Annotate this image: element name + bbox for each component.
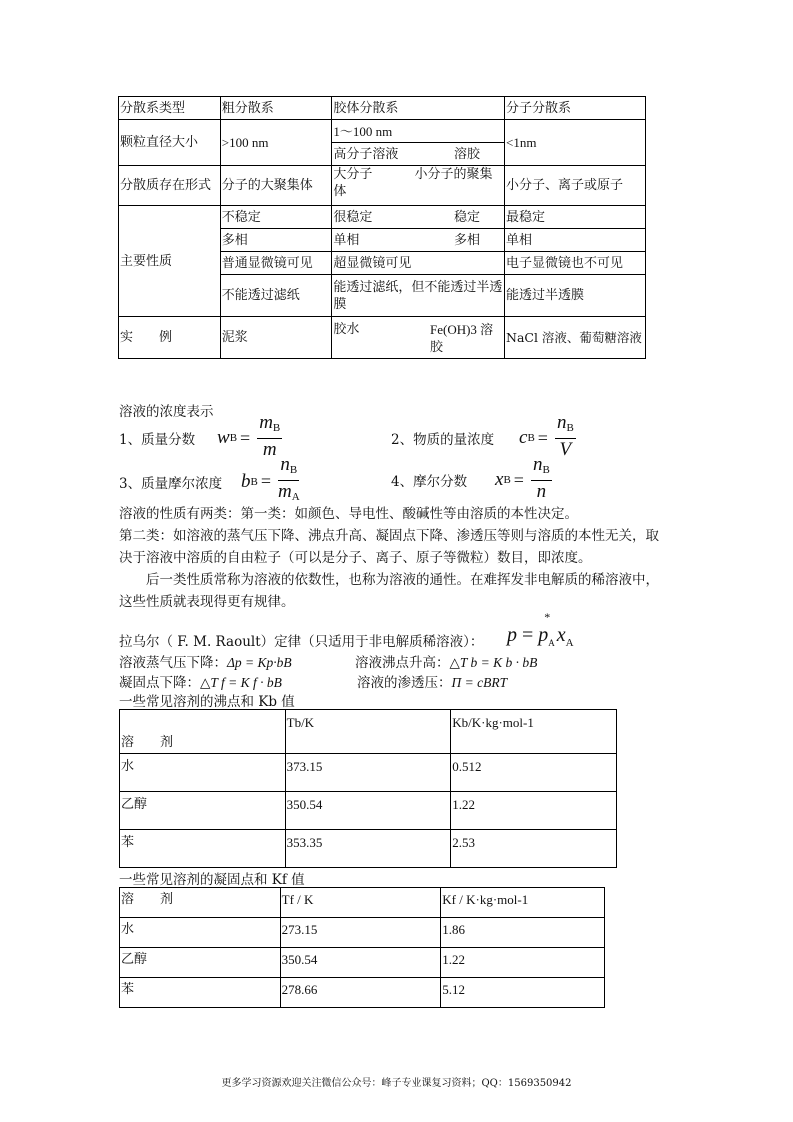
table-cell: 乙醇	[120, 948, 281, 978]
table-header-row	[120, 710, 617, 754]
cell-text: 稳定	[453, 209, 480, 225]
table-cell: 能透过滤纸，但不能透过半透膜	[332, 275, 505, 317]
osmotic-pressure-formula: Π = cBRT	[451, 675, 508, 690]
raoult-formula	[507, 610, 574, 649]
header-cell: 分散系类型	[119, 97, 221, 120]
table-cell: 泥浆	[220, 317, 332, 359]
formula-label: 2、物质的量浓度	[391, 432, 495, 448]
boiling-table-caption: 一些常见溶剂的沸点和 Kb 值	[119, 694, 295, 710]
table-header-row	[120, 888, 605, 918]
header-cell: 胶体分散系	[332, 97, 505, 120]
table-cell: 普通显微镜可见	[220, 252, 332, 275]
formula-label: 1、质量分数	[119, 432, 196, 448]
fraction	[531, 455, 552, 505]
formula-subscript: B	[250, 475, 258, 488]
header-cell: Tf / K	[280, 888, 441, 918]
table-cell: 水	[120, 918, 281, 948]
table-cell: <1nm	[505, 120, 646, 166]
formula-subscript: B	[229, 432, 238, 444]
table-cell: 不稳定	[220, 206, 332, 229]
table-cell: NaCl 溶液、葡萄糖溶液	[505, 317, 646, 359]
table-row	[120, 754, 617, 792]
header-cell: 溶 剂	[120, 888, 281, 918]
row-label: 颗粒直径大小	[119, 120, 221, 166]
table-cell: 多相	[220, 229, 332, 252]
table-cell	[332, 143, 505, 166]
table-cell: 1～100 nm	[332, 120, 505, 143]
table-cell: 苯	[120, 978, 281, 1008]
paragraph-line: 这些性质就表现得更有规律。	[119, 594, 295, 610]
boiling-point-formula: △T b = K b · bB	[449, 655, 538, 670]
formula-symbol: x	[556, 624, 566, 646]
denominator: n	[536, 481, 547, 502]
freezing-point-label: 凝固点下降：	[119, 675, 200, 691]
formula-label: 4、摩尔分数	[391, 474, 468, 490]
paragraph-line: 第二类：如溶液的蒸气压下降、沸点升高、凝固点下降、渗透压等则与溶质的本性无关，取	[119, 528, 659, 544]
header-cell: Tb/K	[285, 710, 451, 754]
row-label: 分散质存在形式	[119, 166, 221, 206]
denominator: V	[559, 439, 572, 460]
row-label: 主要性质	[119, 206, 221, 317]
table-row	[120, 978, 605, 1008]
table-cell: 乙醇	[120, 792, 286, 830]
cell-text: 小分子的聚集体	[333, 167, 493, 199]
cell-text: 很稳定	[333, 209, 373, 225]
table-cell: 水	[120, 754, 286, 792]
header-cell: Kb/K·kg·mol-1	[451, 710, 617, 754]
table-cell: 最稳定	[505, 206, 646, 229]
numerator-subscript: B	[542, 464, 550, 476]
header-cell: Kf / K·kg·mol-1	[441, 888, 605, 918]
formula-symbol: b	[241, 470, 251, 492]
table-cell	[332, 317, 505, 359]
table-row	[120, 948, 605, 978]
vapor-pressure-formula: Δp = Kp·bB	[227, 655, 292, 670]
table-cell: 5.12	[441, 978, 605, 1008]
formula-subscript: B	[503, 474, 511, 486]
denominator: m	[278, 481, 292, 502]
freezing-point-formula: △T f = K f · bB	[200, 675, 282, 690]
numerator: n	[556, 412, 567, 433]
freezing-table-caption: 一些常见溶剂的凝固点和 Kf 值	[119, 872, 305, 888]
cell-text: 单相	[333, 232, 360, 248]
paragraph-line: 后一类性质常称为溶液的依数性，也称为溶液的通性。在难挥发非电解质的稀溶液中，	[146, 572, 659, 588]
equals-sign: =	[260, 471, 271, 491]
table-cell: 0.512	[451, 754, 617, 792]
fraction	[278, 455, 300, 508]
vapor-pressure-label: 溶液蒸气压下降：	[119, 655, 227, 671]
numerator: n	[532, 454, 543, 475]
cell-text: 溶胶	[453, 146, 480, 162]
equals-sign: =	[537, 427, 548, 448]
boiling-point-line	[355, 651, 537, 671]
table-cell: 电子显微镜也不可见	[505, 252, 646, 275]
formula-symbol: p	[507, 624, 517, 646]
formula-subscript: A	[548, 638, 555, 648]
cell-text: Fe(OH)3 溶胶	[430, 321, 494, 354]
numerator: n	[280, 454, 290, 475]
formula-label: 3、质量摩尔浓度	[119, 475, 223, 492]
boiling-point-table	[119, 709, 617, 868]
table-cell: 1.86	[441, 918, 605, 948]
table-header-row	[119, 97, 646, 120]
denominator-subscript: A	[291, 491, 300, 503]
vapor-pressure-line	[119, 651, 292, 671]
header-cell: 溶 剂	[120, 710, 286, 754]
table-row	[119, 206, 646, 229]
table-cell: 小分子、离子或原子	[505, 166, 646, 206]
paragraph-line: 溶液的性质有两类：第一类：如颜色、导电性、酸碱性等由溶质的本性决定。	[119, 506, 578, 522]
table-cell: 1.22	[441, 948, 605, 978]
numerator-subscript: B	[272, 422, 281, 434]
cell-text: 高分子溶液	[333, 146, 399, 162]
table-cell: 苯	[120, 830, 286, 868]
table-cell: 不能透过滤纸	[220, 275, 332, 317]
numerator-subscript: B	[289, 464, 298, 476]
row-label: 实 例	[119, 317, 221, 359]
equals-sign: =	[240, 427, 251, 448]
formula-symbol: w	[217, 427, 230, 448]
equals-sign: =	[522, 624, 534, 646]
dispersion-system-table	[118, 96, 646, 359]
paragraph-line: 决于溶液中溶质的自由粒子（可以是分子、离子、原子等微粒）数目，即浓度。	[119, 550, 592, 566]
boiling-point-label: 溶液沸点升高：	[355, 655, 450, 671]
table-cell: 353.35	[285, 830, 451, 868]
table-cell: >100 nm	[220, 120, 332, 166]
table-cell: 分子的大聚集体	[220, 166, 332, 206]
raoult-law-label: 拉乌尔（ F. M. Raoult）定律（只适用于非电解质稀溶液）：	[119, 634, 484, 650]
table-row	[120, 792, 617, 830]
table-cell	[332, 229, 505, 252]
formula-mole-fraction	[391, 455, 552, 505]
table-cell	[332, 166, 505, 206]
table-cell: 能透过半透膜	[505, 275, 646, 317]
table-cell: 373.15	[285, 754, 451, 792]
table-cell: 350.54	[285, 792, 451, 830]
table-cell: 2.53	[451, 830, 617, 868]
table-cell: 278.66	[280, 978, 441, 1008]
table-row	[120, 918, 605, 948]
formula-subscript: A	[565, 637, 574, 649]
header-cell: 粗分散系	[220, 97, 332, 120]
table-cell: 1.22	[451, 792, 617, 830]
star-superscript: *	[544, 610, 551, 624]
denominator: m	[262, 439, 277, 460]
table-cell: 单相	[505, 229, 646, 252]
footer-note: 更多学习资源欢迎关注微信公众号：峰子专业课复习资料；QQ：1569350942	[221, 1078, 572, 1089]
freezing-point-table	[119, 887, 605, 1008]
table-row	[119, 166, 646, 206]
freezing-point-line	[119, 671, 282, 691]
cell-text: 胶水	[333, 321, 360, 337]
cell-text: 大分子	[333, 167, 373, 182]
osmotic-pressure-label: 溶液的渗透压：	[357, 675, 452, 691]
table-row	[120, 830, 617, 868]
formula-symbol: x	[495, 469, 504, 490]
table-cell: 273.15	[280, 918, 441, 948]
numerator-subscript: B	[566, 422, 574, 434]
cell-text: 多相	[453, 232, 480, 248]
formula-symbol: p	[538, 624, 549, 646]
table-row	[119, 317, 646, 359]
osmotic-pressure-line	[357, 671, 507, 691]
table-cell: 350.54	[280, 948, 441, 978]
formula-symbol: c	[519, 427, 528, 448]
table-row	[119, 120, 646, 143]
fraction	[555, 413, 576, 463]
numerator: m	[259, 412, 273, 433]
table-cell: 超显微镜可见	[332, 252, 505, 275]
equals-sign: =	[513, 469, 524, 490]
formula-subscript: B	[527, 432, 535, 444]
table-cell	[332, 206, 505, 229]
header-cell: 分子分散系	[505, 97, 646, 120]
formula-molality	[119, 455, 300, 508]
section-title: 溶液的浓度表示	[119, 404, 214, 420]
